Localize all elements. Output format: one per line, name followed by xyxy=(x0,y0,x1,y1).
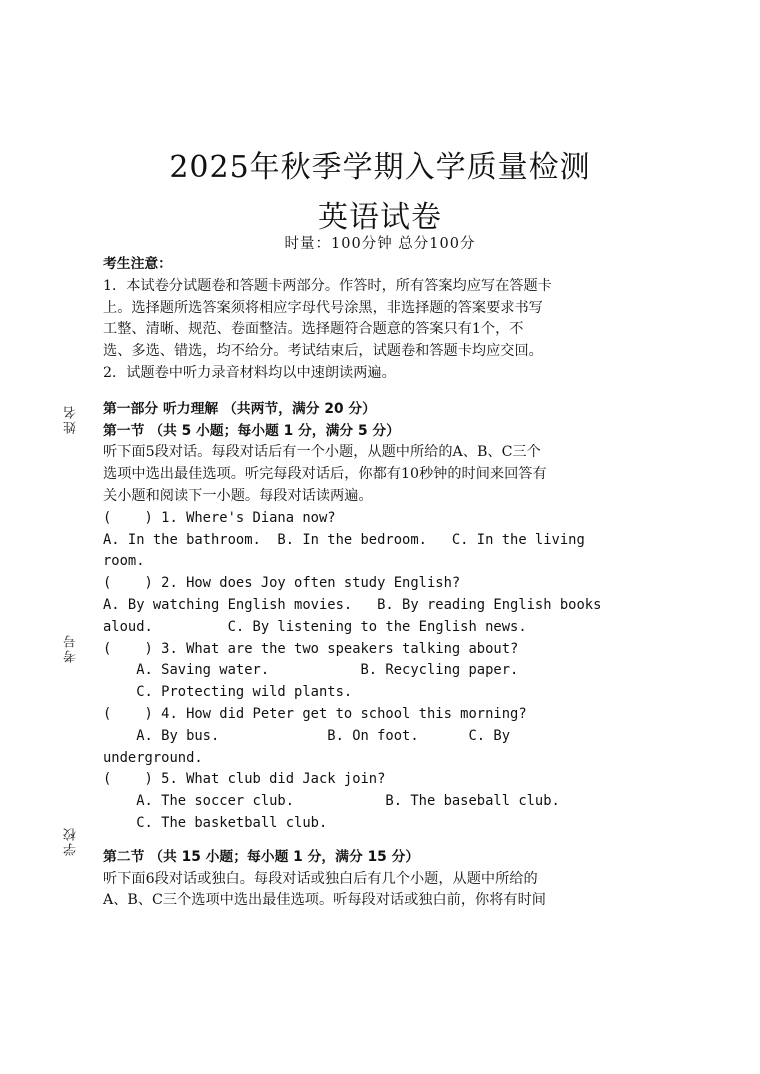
question-line: ( ) 3. What are the two speakers talking about? xyxy=(103,640,519,657)
side-label-name: 姓名 xyxy=(64,404,79,434)
section1-instruction: 关小题和阅读下一小题。每段对话读两遍。 xyxy=(103,487,373,504)
section2-instruction: 听下面6段对话或独白。每段对话或独白后有几个小题，从题中所给的 xyxy=(103,870,538,887)
section1-heading xyxy=(103,421,663,443)
question-line: A. The soccer club. B. The baseball club. xyxy=(103,793,560,810)
notice-line: 上。选择题所选答案须将相应字母代号涂黑，非选择题的答案要求书写 xyxy=(103,299,543,316)
question-line: A. Saving water. B. Recycling paper. xyxy=(103,662,519,679)
side-label-exam-number: 考号 xyxy=(64,633,79,663)
part1-heading xyxy=(103,399,663,421)
question-line: A. In the bathroom. B. In the bedroom. C. In the living xyxy=(103,531,585,548)
exam-title: 2025年秋季学期入学质量检测 xyxy=(169,150,591,185)
exam-body xyxy=(103,254,663,912)
section1-instruction: 听下面5段对话。每段对话后有一个小题，从题中所给的A、B、C三个 xyxy=(103,444,541,461)
question-line: underground. xyxy=(103,749,203,766)
question-line: ( ) 5. What club did Jack join? xyxy=(103,771,386,788)
section2-heading xyxy=(103,847,663,869)
question-line: A. By bus. B. On foot. C. By xyxy=(103,727,511,744)
side-label-school: 学校 xyxy=(64,826,79,856)
question-line: ( ) 4. How did Peter get to school this morning? xyxy=(103,705,527,722)
section1-heading-note: （共 5 小题；每小题 1 分，满分 5 分） xyxy=(149,422,400,439)
notice-line: 工整、清晰、规范、卷面整洁。选择题符合题意的答案只有1个，不 xyxy=(103,321,524,338)
question-line: A. By watching English movies. B. By reading English books xyxy=(103,596,602,613)
notice-heading: 考生注意： xyxy=(103,256,172,272)
question-line: C. The basketball club. xyxy=(103,814,328,831)
section2-heading-note: （共 15 小题；每小题 1 分，满分 15 分） xyxy=(149,848,420,865)
question-line: room. xyxy=(103,553,145,570)
question-line: ( ) 2. How does Joy often study English? xyxy=(103,575,461,592)
section1-instruction: 选项中选出最佳选项。听完每段对话后，你都有10秒钟的时间来回答有 xyxy=(103,466,547,483)
notice-line: 选、多选、错选，均不给分。考试结束后，试题卷和答题卡均应交回。 xyxy=(103,343,543,360)
question-line: aloud. C. By listening to the English news. xyxy=(103,618,527,635)
section2-heading-title: 第二节 xyxy=(103,848,145,865)
question-line: C. Protecting wild plants. xyxy=(103,684,353,701)
section2-instruction: A、B、C三个选项中选出最佳选项。听每段对话或独白前，你将有时间 xyxy=(103,892,546,909)
exam-subtitle: 英语试卷 xyxy=(318,200,442,235)
section1-heading-title: 第一节 xyxy=(103,422,145,439)
exam-time-info: 时量：100分钟 总分100分 xyxy=(284,236,476,252)
part1-heading-note: （共两节，满分 20 分） xyxy=(223,400,376,417)
notice-line: 2．试题卷中听力录音材料均以中速朗读两遍。 xyxy=(103,364,396,381)
part1-heading-title: 第一部分 听力理解 xyxy=(103,400,219,417)
question-line: ( ) 1. Where's Diana now? xyxy=(103,509,336,526)
notice-line: 1．本试卷分试题卷和答题卡两部分。作答时，所有答案均应写在答题卡 xyxy=(103,277,552,294)
